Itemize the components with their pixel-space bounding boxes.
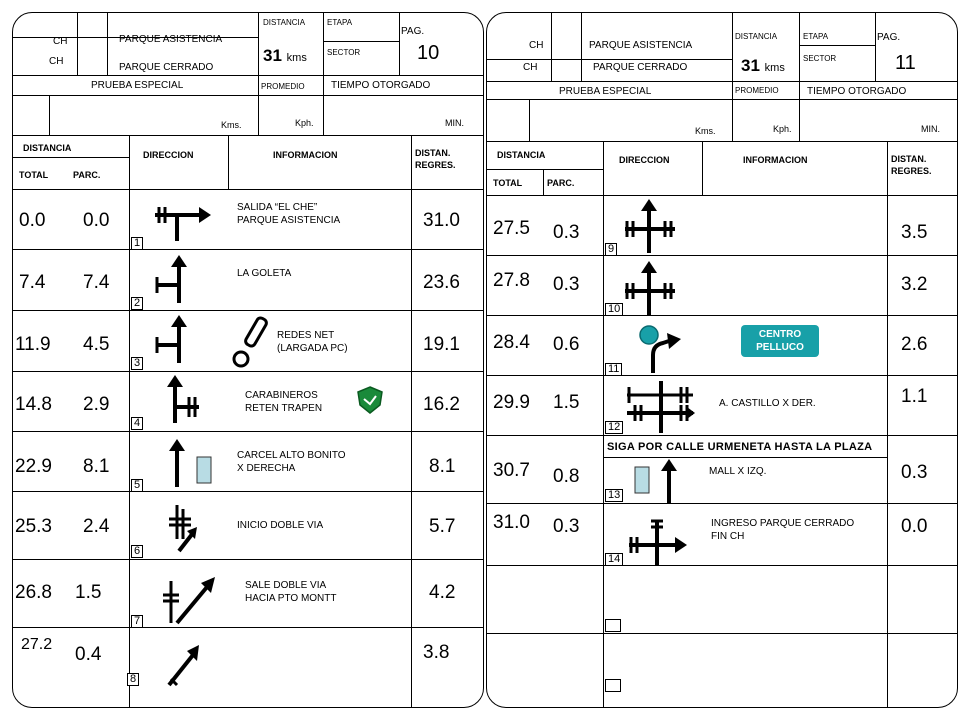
partial-distance: 1.5 bbox=[75, 582, 102, 603]
min-unit: MIN. bbox=[445, 118, 464, 128]
total-distance: 25.3 bbox=[15, 516, 52, 537]
crossroads-straight-icon bbox=[621, 261, 681, 315]
bear-right-arrow-icon bbox=[163, 635, 207, 691]
partial-distance: 0.6 bbox=[553, 334, 580, 355]
remaining-distance: 8.1 bbox=[429, 456, 456, 477]
row-number: 11 bbox=[605, 363, 622, 376]
row-info: CARCEL ALTO BONITO X DERECHA bbox=[237, 450, 346, 474]
row-info: MALL X IZQ. bbox=[709, 466, 767, 477]
total-distance: 7.4 bbox=[19, 272, 46, 293]
direccion-column: DIRECCION bbox=[143, 150, 194, 160]
row-number: 6 bbox=[131, 545, 143, 558]
parque-cerrado-label: PARQUE CERRADO bbox=[119, 62, 214, 73]
informacion-column: INFORMACION bbox=[273, 150, 338, 160]
ch-label: CH bbox=[49, 56, 64, 67]
junction-left-straight-icon bbox=[153, 255, 203, 305]
parc-column: PARC. bbox=[73, 170, 101, 180]
partial-distance: 2.9 bbox=[83, 394, 110, 415]
kph-unit: Kph. bbox=[295, 118, 314, 128]
total-distance: 29.9 bbox=[493, 392, 530, 413]
tiempo-otorgado-label: TIEMPO OTORGADO bbox=[331, 80, 431, 91]
parc-column: PARC. bbox=[547, 178, 575, 188]
remaining-distance: 0.3 bbox=[901, 462, 928, 483]
tiempo-otorgado-label: TIEMPO OTORGADO bbox=[807, 86, 907, 97]
informacion-column: INFORMACION bbox=[743, 155, 808, 165]
remaining-distance: 16.2 bbox=[423, 394, 460, 415]
prueba-especial-label: PRUEBA ESPECIAL bbox=[559, 86, 652, 97]
prueba-especial-label: PRUEBA ESPECIAL bbox=[91, 80, 184, 91]
remaining-distance: 3.8 bbox=[423, 642, 450, 663]
remaining-distance: 0.0 bbox=[901, 516, 928, 537]
remaining-distance: 19.1 bbox=[423, 334, 460, 355]
remaining-distance: 1.1 bbox=[901, 386, 928, 407]
row-number: 14 bbox=[605, 553, 623, 566]
kms-unit: Kms. bbox=[695, 126, 716, 136]
partial-distance: 4.5 bbox=[83, 334, 110, 355]
total-distance: 31.0 bbox=[493, 512, 530, 533]
crossroads-right-finish-icon bbox=[625, 517, 689, 565]
double-crossroads-icon bbox=[623, 379, 695, 433]
junction-left-straight-icon bbox=[153, 315, 203, 365]
partial-distance: 0.8 bbox=[553, 466, 580, 487]
row-number: 7 bbox=[131, 615, 143, 628]
page-number: 11 bbox=[895, 52, 916, 74]
row-number: 2 bbox=[131, 297, 143, 310]
remaining-distance: 3.2 bbox=[901, 274, 928, 295]
distan-column: DISTAN. bbox=[891, 154, 927, 164]
start-flag-icon bbox=[229, 315, 273, 369]
row-info: LA GOLETA bbox=[237, 268, 292, 279]
row-info: CARABINEROS RETEN TRAPEN bbox=[245, 390, 323, 414]
parque-asistencia-label: PARQUE ASISTENCIA bbox=[119, 34, 223, 45]
row-info: SALE DOBLE VIA HACIA PTO MONTT bbox=[245, 580, 337, 604]
page-number: 10 bbox=[417, 42, 440, 64]
promedio-label: PROMEDIO bbox=[261, 82, 305, 91]
route-instruction-banner: SIGA POR CALLE URMENETA HASTA LA PLAZA bbox=[607, 441, 873, 453]
regres-column: REGRES. bbox=[891, 166, 932, 176]
row-info: INGRESO PARQUE CERRADO FIN CH bbox=[711, 518, 855, 542]
partial-distance: 7.4 bbox=[83, 272, 110, 293]
row-number: 9 bbox=[605, 243, 617, 256]
ch-label: CH bbox=[53, 36, 68, 47]
row-number: 13 bbox=[605, 489, 623, 502]
pag-label: PAG. bbox=[877, 32, 901, 43]
etapa-label: ETAPA bbox=[803, 32, 829, 41]
crossroads-straight-icon bbox=[621, 199, 681, 253]
partial-distance: 0.4 bbox=[75, 644, 102, 665]
row-number bbox=[605, 679, 621, 692]
total-distance: 11.9 bbox=[15, 334, 51, 355]
police-badge-icon bbox=[355, 385, 385, 415]
remaining-distance: 3.5 bbox=[901, 222, 928, 243]
km-value: 31 kms bbox=[741, 56, 785, 75]
turn-right-start-icon bbox=[151, 199, 211, 243]
pag-label: PAG. bbox=[401, 26, 425, 37]
straight-arrow-icon bbox=[635, 459, 695, 503]
kph-unit: Kph. bbox=[773, 124, 792, 134]
total-distance: 30.7 bbox=[493, 460, 530, 481]
total-distance: 0.0 bbox=[19, 210, 46, 231]
total-distance: 26.8 bbox=[15, 582, 52, 603]
promedio-label: PROMEDIO bbox=[735, 86, 779, 95]
parque-asistencia-label: PARQUE ASISTENCIA bbox=[589, 40, 693, 51]
row-number bbox=[605, 619, 621, 632]
row-number: 8 bbox=[127, 673, 139, 686]
distancia-label: DISTANCIA bbox=[263, 18, 306, 27]
min-unit: MIN. bbox=[921, 124, 940, 134]
total-distance: 14.8 bbox=[15, 394, 52, 415]
partial-distance: 0.3 bbox=[553, 222, 580, 243]
total-distance: 27.8 bbox=[493, 270, 530, 291]
km-value: 31 kms bbox=[263, 46, 307, 65]
destination-sign: CENTRO PELLUCO bbox=[741, 325, 819, 357]
parque-cerrado-label: PARQUE CERRADO bbox=[593, 62, 688, 73]
junction-right-straight-icon bbox=[165, 375, 209, 425]
partial-distance: 0.3 bbox=[553, 274, 580, 295]
row-info: A. CASTILLO X DER. bbox=[719, 398, 816, 409]
row-number: 12 bbox=[605, 421, 623, 434]
row-info: REDES NET (LARGADA PC) bbox=[277, 330, 348, 354]
total-column: TOTAL bbox=[493, 178, 523, 188]
remaining-distance: 23.6 bbox=[423, 272, 460, 293]
distancia-label: DISTANCIA bbox=[735, 32, 778, 41]
row-number: 5 bbox=[131, 479, 143, 492]
distan-column: DISTAN. bbox=[415, 148, 451, 158]
partial-distance: 0.3 bbox=[553, 516, 580, 537]
total-distance: 27.5 bbox=[493, 218, 530, 239]
double-lane-start-icon bbox=[163, 505, 203, 555]
partial-distance: 2.4 bbox=[83, 516, 110, 537]
row-number: 10 bbox=[605, 303, 623, 316]
row-info: INICIO DOBLE VIA bbox=[237, 520, 324, 531]
remaining-distance: 4.2 bbox=[429, 582, 456, 603]
roadbook-page-right bbox=[486, 12, 958, 708]
partial-distance: 0.0 bbox=[83, 210, 110, 231]
remaining-distance: 31.0 bbox=[423, 210, 460, 231]
bear-right-arrow-icon bbox=[163, 575, 219, 625]
sector-label: SECTOR bbox=[803, 54, 837, 63]
row-info: SALIDA “EL CHE” PARQUE ASISTENCIA bbox=[237, 202, 341, 226]
roadbook-page-left bbox=[12, 12, 484, 708]
row-number: 4 bbox=[131, 417, 143, 430]
partial-distance: 8.1 bbox=[83, 456, 110, 477]
etapa-label: ETAPA bbox=[327, 18, 353, 27]
regres-column: REGRES. bbox=[415, 160, 456, 170]
ch-label: CH bbox=[529, 40, 544, 51]
total-distance: 22.9 bbox=[15, 456, 52, 477]
row-number: 3 bbox=[131, 357, 143, 370]
remaining-distance: 2.6 bbox=[901, 334, 928, 355]
roundabout-right-icon bbox=[635, 321, 685, 373]
total-column: TOTAL bbox=[19, 170, 49, 180]
direccion-column: DIRECCION bbox=[619, 155, 670, 165]
distancia-column: DISTANCIA bbox=[23, 143, 72, 153]
remaining-distance: 5.7 bbox=[429, 516, 456, 537]
total-distance: 28.4 bbox=[493, 332, 530, 353]
total-distance: 27.2 bbox=[21, 636, 53, 653]
straight-arrow-icon bbox=[167, 439, 227, 489]
kms-unit: Kms. bbox=[221, 120, 242, 130]
partial-distance: 1.5 bbox=[553, 392, 580, 413]
row-number: 1 bbox=[131, 237, 143, 250]
sector-label: SECTOR bbox=[327, 48, 361, 57]
distancia-column: DISTANCIA bbox=[497, 150, 546, 160]
ch-label: CH bbox=[523, 62, 538, 73]
